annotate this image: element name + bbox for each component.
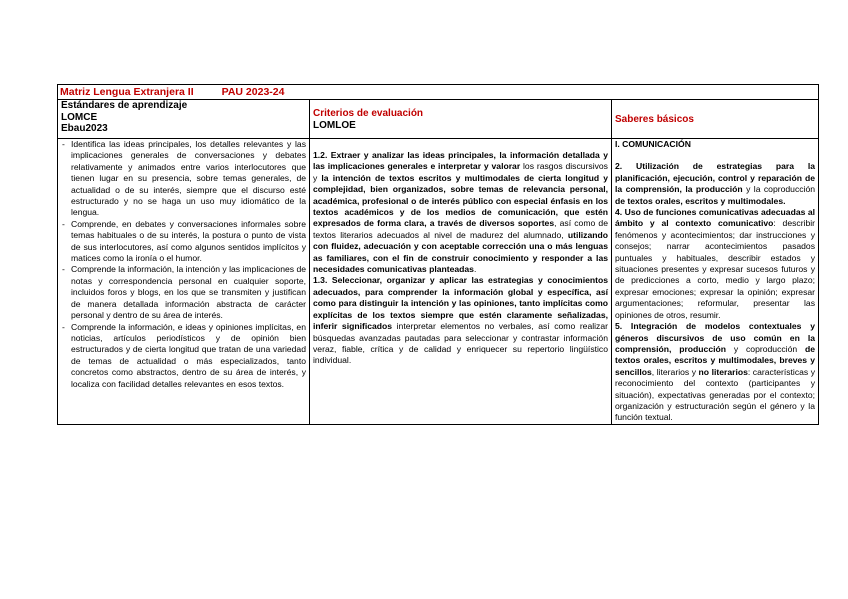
header-saberes <box>612 100 819 139</box>
document-page <box>57 84 818 425</box>
saber-5: 5. Integración de modelos contextuales y géneros discursivos de uso común en la comprensión, producción y coproducción de textos orales, escritos y multimodales, breves y sencillos, literarios y no literarios: características y reconocimiento del contexto (participantes y situación), expectativas generadas por el contexto; organización y estructuración según el género y la función textual. <box>615 321 816 423</box>
header-standards-line: Estándares de aprendizaje <box>61 100 188 111</box>
header-standards <box>58 100 310 139</box>
header-criteria-sub: LOMLOE <box>313 119 356 131</box>
list-item: - Comprende la información, e ideas y opiniones implícitas, en noticias, artículos periodísticos y de opinión bien estructurados y de cierta longitud que tratan de una variedad de temas de actualidad o más especializados, tanto concretos como abstractos, dentro de su área de interés, y localiza con facilidad detalles relevantes en esos textos. <box>71 322 306 390</box>
header-row <box>58 100 819 139</box>
list-item: - Comprende la información, la intención y las implicaciones de notas y correspondencia personal en cualquier soporte, incluidos foros y blogs, en los que se transmiten y justifican de manera detallada información abstracta de carácter personal y dentro de su área de interés. <box>71 264 306 321</box>
header-saberes-label: Saberes básicos <box>615 114 694 125</box>
exam-title: PAU 2023-24 <box>221 86 285 98</box>
standards-cell <box>58 139 310 425</box>
matrix-table <box>57 84 819 425</box>
content-row <box>58 139 819 425</box>
criterion-1-2: 1.2. Extraer y analizar las ideas principales, la información detallada y las implicaciones generales e interpretar y valorar los rasgos discursivos y la intención de textos escritos y multimodales de cierta longitud y complejidad, bien organizados, sobre temas de relevancia personal, académica, profesional o de interés público con especial énfasis en los textos académicos y de los medios de comunicación, que estén expresados de forma clara, a través de diversos soportes, así como de textos literarios adecuados al nivel de madurez del alumnado, utilizando con fluidez, adecuación y con aceptable corrección una o más lenguas as familiares, con el fin de construir conocimiento y responder a las necesidades comunicativas planteadas. <box>313 150 609 275</box>
header-standards-line: LOMCE <box>61 111 98 123</box>
saberes-cell <box>612 139 819 425</box>
header-criteria <box>310 100 612 139</box>
criterion-1-3: 1.3. Seleccionar, organizar y aplicar las estrategias y conocimientos adecuados, para comprender la información global y específica, así como para distinguir la intención y las opiniones, tanto implícitas como explícitas de los textos siempre que estén claramente señalizadas, inferir significados interpretar elementos no verbales, así como realizar búsquedas avanzadas pautadas para seleccionar y contrastar información veraz, fiable, crítica y de calidad y enriquecer su repertorio lingüístico individual. <box>313 275 608 366</box>
title-cell <box>58 85 819 100</box>
header-criteria-label: Criterios de evaluación <box>313 108 424 119</box>
saber-4: 4. Uso de funciones comunicativas adecuadas al ámbito y al contexto comunicativo: describir fenómenos y acontecimientos; dar instrucciones y consejos; narrar acontecimientos pasados puntuales y habituales, describir estados y situaciones presentes y expresar sucesos futuros y de predicciones a corto, medio y largo plazo; expresar emociones; expresar la opinión; expresar argumentaciones; reformular, presentar las opiniones de otros, resumir. <box>615 207 816 320</box>
list-item: - Comprende, en debates y conversaciones informales sobre temas habituales o de su interés, la postura o punto de vista de sus interlocutores, así como algunos sentidos implícitos y matices como la ironía o el humor. <box>71 219 306 265</box>
standards-list <box>61 139 306 390</box>
header-standards-line: Ebau2023 <box>61 123 108 134</box>
title-row <box>58 85 819 100</box>
list-item: - Identifica las ideas principales, los detalles relevantes y las implicaciones generales de conversaciones y debates relativamente y animados entre varios interlocutores que tienen lugar en su presencia, sobre temas generales, de actualidad o de su interés, siempre que el discurso esté estructurado y no se haga un uso muy idiomático de la lengua. <box>71 139 306 219</box>
saberes-heading: I. COMUNICACIÓN <box>615 139 691 149</box>
subject-title: Matriz Lengua Extranjera II <box>60 86 194 98</box>
saber-2: 2. Utilización de estrategias para la planificación, ejecución, control y reparación de la comprensión, la producción y la coproducción de textos orales, escritos y multimodales. <box>615 161 816 206</box>
criteria-cell <box>310 139 612 425</box>
